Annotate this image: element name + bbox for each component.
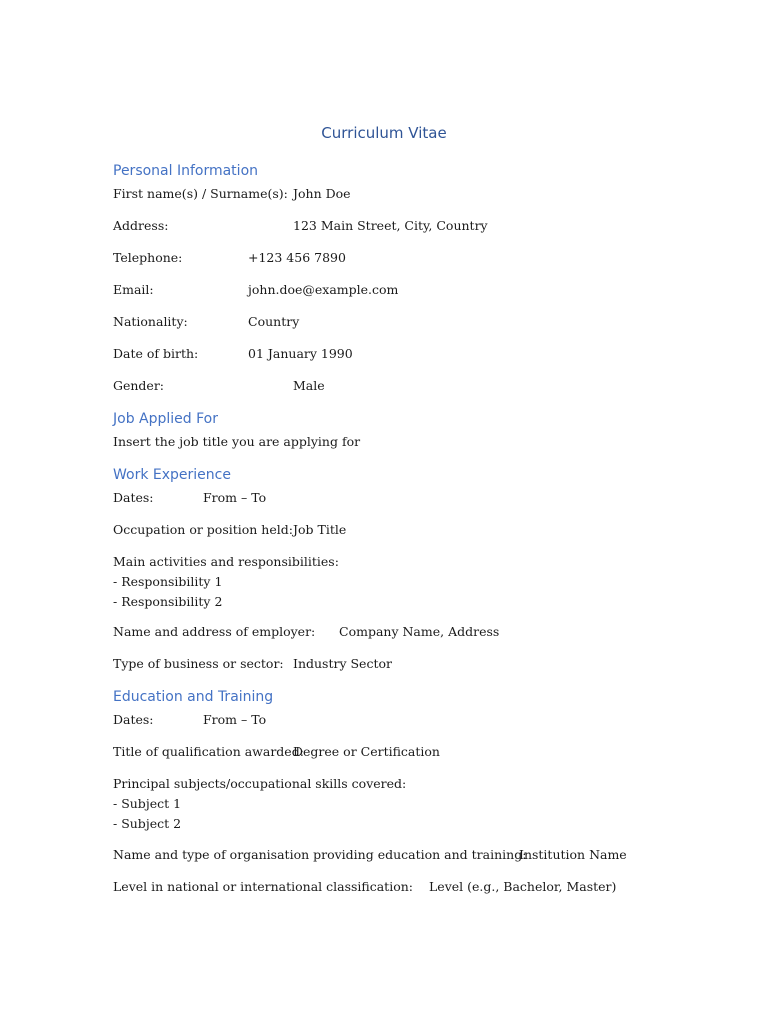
name-value: John Doe: [293, 186, 351, 201]
level-value: Level (e.g., Bachelor, Master): [429, 879, 617, 894]
gender-label: Gender:: [113, 378, 165, 393]
nationality-row: [113, 312, 300, 332]
list-item: - Subject 2: [113, 816, 182, 831]
level-row: [113, 877, 617, 897]
dob-label: Date of birth:: [113, 346, 199, 361]
organisation-label: Name and type of organisation providing education and training:: [113, 847, 527, 862]
gender-value: Male: [293, 378, 325, 393]
job-applied-heading: Job Applied For: [113, 411, 218, 427]
name-label: First name(s) / Surname(s):: [113, 186, 288, 201]
responsibilities-block: [113, 552, 339, 612]
address-value: 123 Main Street, City, Country: [293, 218, 488, 233]
employer-label: Name and address of employer:: [113, 624, 316, 639]
occupation-label: Occupation or position held:: [113, 522, 293, 537]
edu-dates-value: From – To: [203, 712, 267, 727]
address-row: [113, 216, 488, 236]
qualification-value: Degree or Certification: [293, 744, 440, 759]
employer-value: Company Name, Address: [339, 624, 500, 639]
occupation-row: [113, 520, 347, 540]
dob-value: 01 January 1990: [248, 346, 353, 361]
activities-label: Main activities and responsibilities:: [113, 554, 339, 569]
edu-dates-row: [113, 710, 267, 730]
qualification-row: [113, 742, 440, 762]
personal-info-heading: Personal Information: [113, 163, 259, 179]
occupation-value: Job Title: [293, 522, 347, 537]
list-item: - Subject 1: [113, 796, 182, 811]
work-dates-row: [113, 488, 267, 508]
nationality-label: Nationality:: [113, 314, 188, 329]
sector-value: Industry Sector: [293, 656, 392, 671]
address-label: Address:: [113, 218, 169, 233]
job-applied-text: Insert the job title you are applying for: [113, 434, 361, 449]
telephone-value: +123 456 7890: [248, 250, 346, 265]
gender-row: [113, 376, 325, 396]
qualification-label: Title of qualification awarded:: [113, 744, 304, 759]
list-item: - Responsibility 1: [113, 574, 223, 589]
email-label: Email:: [113, 282, 154, 297]
organisation-row: [113, 845, 627, 865]
organisation-value: Institution Name: [519, 847, 627, 862]
subjects-label: Principal subjects/occupational skills covered:: [113, 776, 407, 791]
level-label: Level in national or international classification:: [113, 879, 413, 894]
telephone-label: Telephone:: [113, 250, 183, 265]
work-experience-heading: Work Experience: [113, 467, 231, 483]
edu-dates-label: Dates:: [113, 712, 154, 727]
work-dates-value: From – To: [203, 490, 267, 505]
document-title: Curriculum Vitae: [321, 124, 447, 142]
list-item: - Responsibility 2: [113, 594, 223, 609]
dob-row: [113, 344, 353, 364]
email-row: [113, 280, 399, 300]
telephone-row: [113, 248, 346, 268]
name-row: [113, 184, 351, 204]
nationality-value: Country: [248, 314, 300, 329]
sector-row: [113, 654, 392, 674]
subjects-block: [113, 774, 406, 834]
email-value: john.doe@example.com: [248, 282, 399, 297]
sector-label: Type of business or sector:: [113, 656, 284, 671]
education-heading: Education and Training: [113, 689, 274, 705]
employer-row: [113, 622, 500, 642]
work-dates-label: Dates:: [113, 490, 154, 505]
